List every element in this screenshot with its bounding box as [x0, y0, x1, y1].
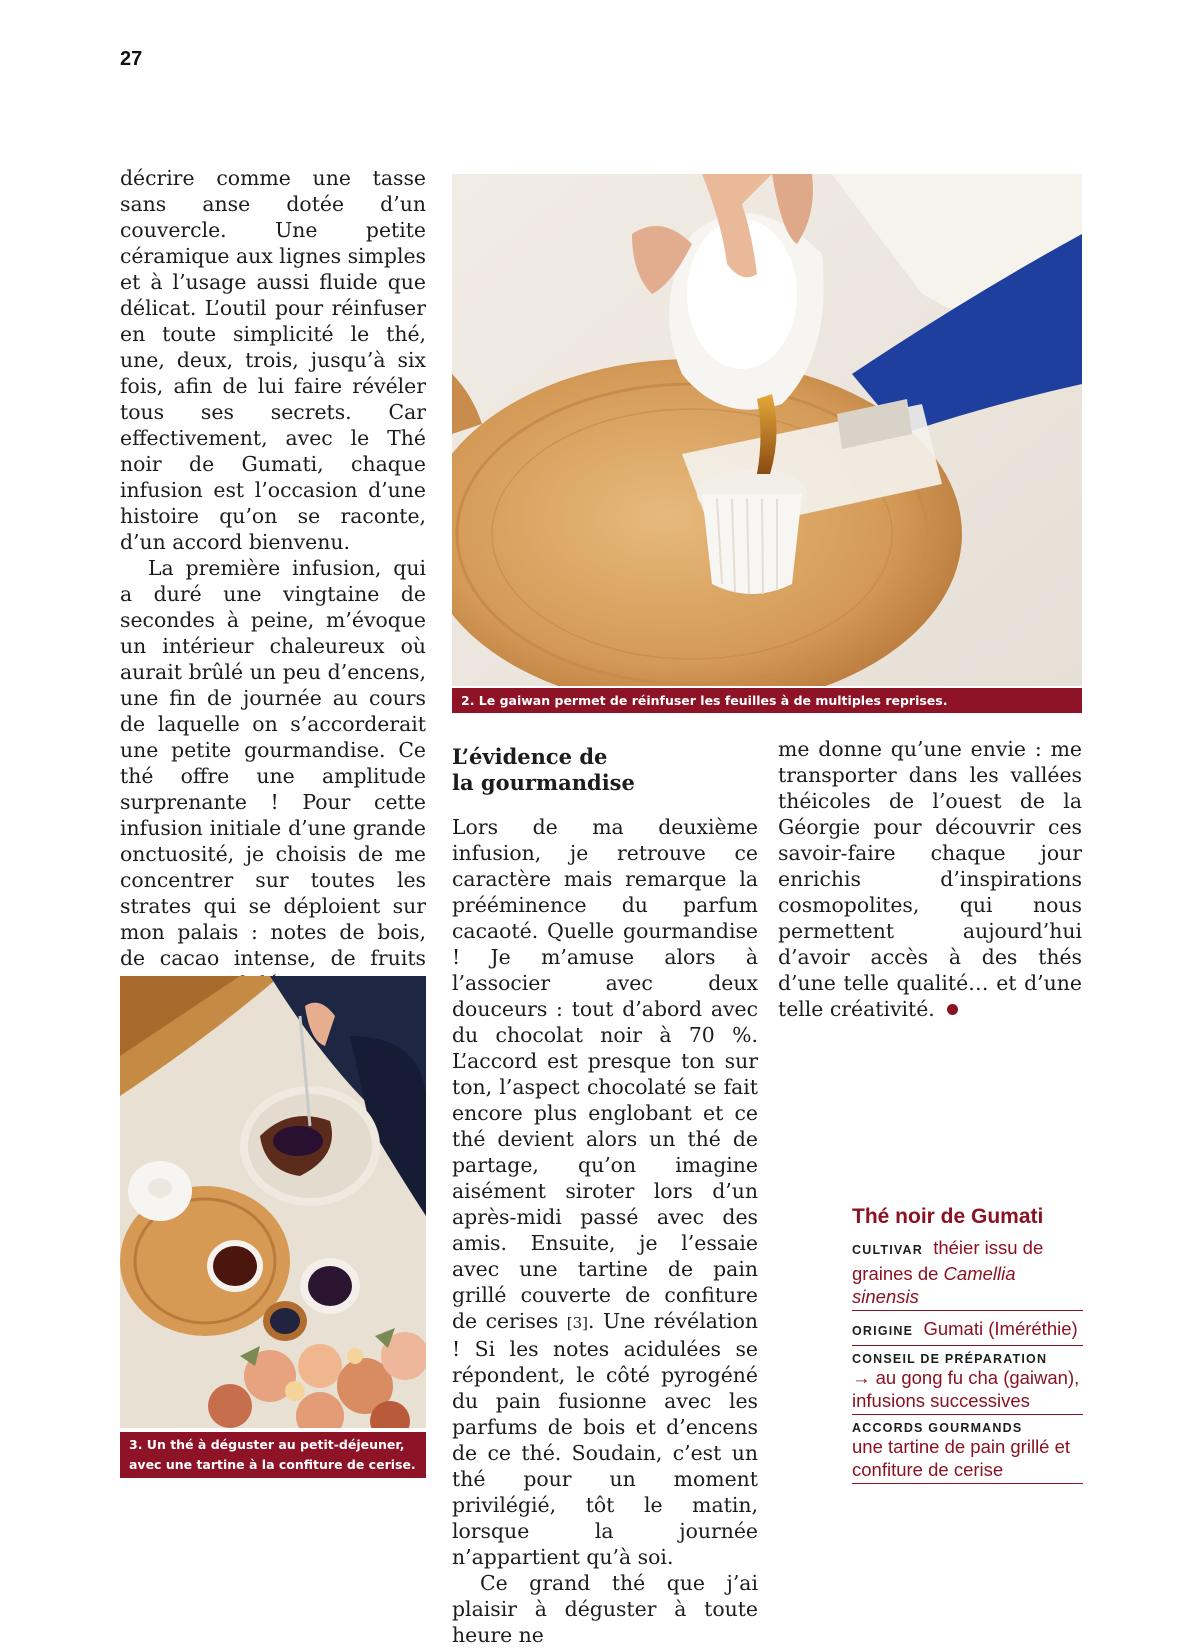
middle-paragraph-2: Ce grand thé que j’ai plaisir à déguster à toute heure ne — [452, 1571, 758, 1647]
page-number: 27 — [120, 48, 143, 70]
figure-reference: [3] — [566, 1314, 589, 1332]
cultivar-label: CULTIVAR — [852, 1243, 923, 1257]
middle-paragraph-1 — [452, 814, 758, 1570]
conseil-row — [852, 1352, 1083, 1415]
cultivar-row — [852, 1236, 1083, 1311]
accords-row — [852, 1421, 1083, 1484]
right-column — [778, 736, 1082, 1022]
section-heading — [452, 744, 762, 796]
right-paragraph-1-text: me donne qu’une envie : me transporter dans les vallées théicoles de l’ouest de la Géorgie pour découvrir ces savoir-faire chaque jour enrichis d’inspirations cosmopolites, qui nous permettent aujourd’hui d’avoir accès à des thés d’une telle qualité… et d’une telle créativité. — [778, 737, 1082, 1021]
origine-label: ORIGINE — [852, 1324, 914, 1338]
left-paragraph-1: décrire comme une tasse sans anse dotée d’un couvercle. Une petite céramique aux lignes simples et à l’usage aussi fluide que délicat. L’outil pour réinfuser en toute simplicité le thé, une, deux, trois, jusqu’à six fois, afin de lui faire révéler tous ses secrets. Car effectivement, avec le Thé noir de Gumati, chaque infusion est l’occasion d’une histoire qu’on se raconte, d’un accord bienvenu. — [120, 166, 426, 554]
origine-value: Gumati (Iméréthie) — [923, 1318, 1078, 1339]
tea-info-title: Thé noir de Gumati — [852, 1205, 1044, 1228]
accords-label: ACCORDS GOURMANDS — [852, 1421, 1023, 1435]
section-heading-line-2: la gourmandise — [452, 770, 635, 795]
section-heading-line-1: L’évidence de — [452, 744, 608, 769]
tea-info-box — [852, 1204, 1083, 1490]
middle-column — [452, 814, 758, 1648]
left-paragraph-2: La première infusion, qui a duré une vingtaine de secondes à peine, m’évoque un intérieur chaleureux où aurait brûlé un peu d’encens, une fin de journée au cours de laquelle on s’accorderait une petite gourmandise. Ce thé offre une amplitude surprenante ! Pour cette infusion initiale d’une grande onctuosité, je choisis de me concentrer sur toutes les strates qui se déploient sur mon palais : notes de bois, de cacao intense, de fruits — [120, 556, 426, 970]
end-of-article-dot-icon — [947, 1004, 958, 1015]
origine-row — [852, 1317, 1083, 1346]
photo-3-caption-line-2: avec une tartine à la confiture de cerise. — [129, 1457, 416, 1472]
photo-3-caption — [120, 1432, 426, 1478]
middle-paragraph-1-part-1: Lors de ma deuxième infusion, je retrouve ce caractère mais remarque la prééminence du parfum cacaoté. Quelle gourmandise ! Je m’amuse alors à l’associer avec deux douceurs : tout d’abord avec du chocolat noir à 70 %. L’accord est presque ton sur ton, l’aspect chocolaté se fait encore plus englobant et ce thé devient alors un thé de partage, qu’on imagine aisément siroter lors d’un après-midi passé avec des amis. Ensuite, je l’essaie avec une tartine de pain grillé couverte de confiture de cerises — [452, 815, 758, 1333]
photo-2-caption: 2. Le gaiwan permet de réinfuser les feuilles à de multiples reprises. — [452, 688, 1082, 713]
breakfast-photo — [120, 976, 426, 1428]
cultivar-value: théier issu de graines de — [852, 1237, 1044, 1284]
right-paragraph-1 — [778, 736, 1082, 1022]
conseil-label: CONSEIL DE PRÉPARATION — [852, 1352, 1048, 1366]
middle-paragraph-1-part-2: . Une révélation ! Si les notes acidulées se répondent, le côté pyrogéné du pain fusionne avec les parfums de bois et d’encens de ce thé. Soudain, c’est un thé pour un moment privilégié, tôt le matin, lorsque la journée n’appartient qu’à soi. — [452, 1309, 758, 1569]
photo-3-caption-line-1: 3. Un thé à déguster au petit-déjeuner, — [129, 1437, 405, 1452]
accords-value: une tartine de pain grillé et confiture de cerise — [852, 1436, 1071, 1480]
cultivar-species: Camellia sinensis — [852, 1263, 1016, 1307]
conseil-value: → au gong fu cha (gaiwan), infusions successives — [852, 1367, 1080, 1411]
left-column — [120, 165, 426, 1101]
gaiwan-pouring-photo — [452, 174, 1082, 686]
